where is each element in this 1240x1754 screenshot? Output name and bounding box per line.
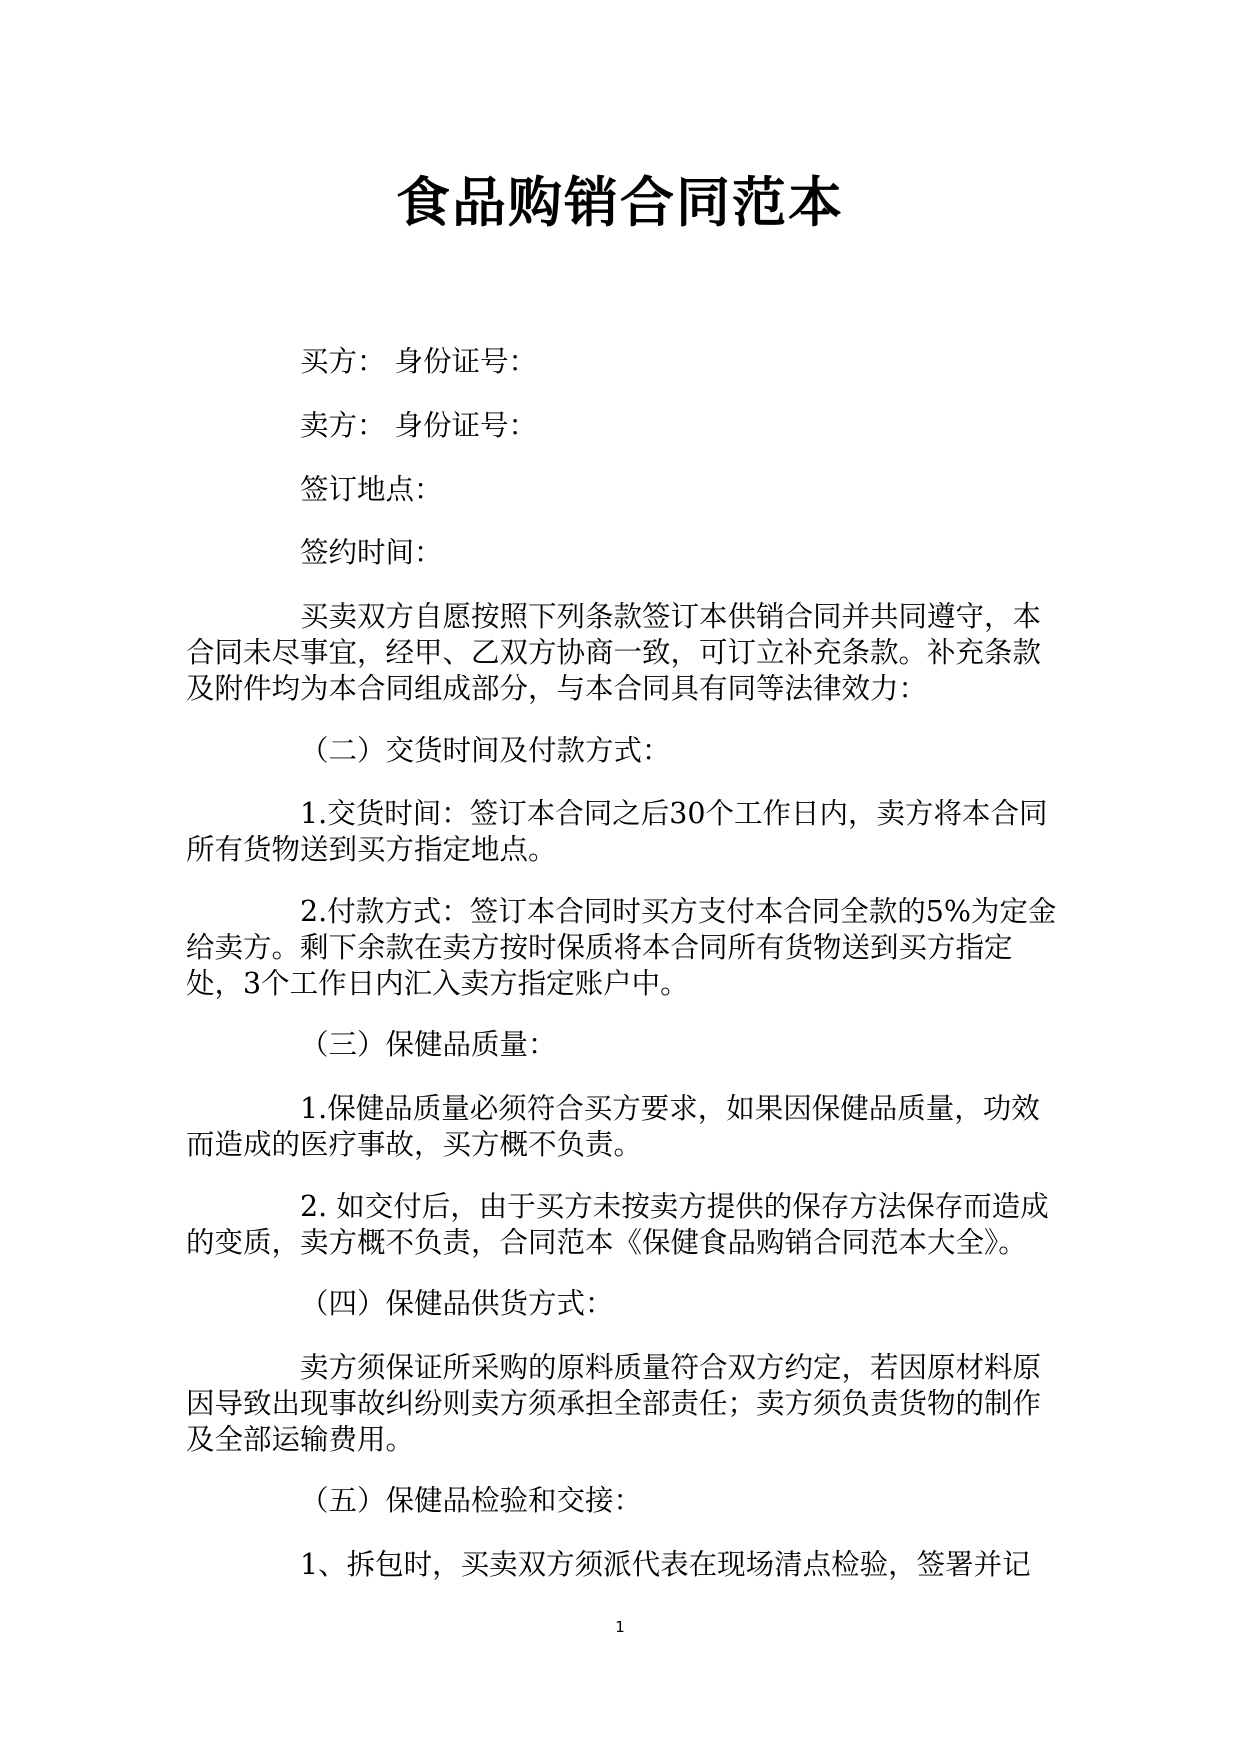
page-number: 1 [615,1618,625,1636]
section-4-heading: （四）保健品供货方式： [300,1287,614,1320]
section-3-item-2 [186,1189,1066,1261]
section-3-item-1-text: 1.保健品质量必须符合买方要求，如果因保健品质量，功效而造成的医疗事故，买方概不负责。 [186,1092,1040,1161]
seller-line: 卖方： 身份证号： [300,409,538,442]
document-title: 食品购销合同范本 [396,171,844,234]
section-2-item-2 [186,894,1066,1002]
section-2-heading: （二）交货时间及付款方式： [300,734,671,767]
buyer-line: 买方： 身份证号： [300,345,538,378]
section-2-item-1 [186,796,1066,868]
intro-text: 买卖双方自愿按照下列条款签订本供销合同并共同遵守，本合同未尽事宜，经甲、乙双方协商一致，可订立补充条款。补充条款及附件均为本合同组成部分，与本合同具有同等法律效力： [186,600,1042,705]
section-3-heading: （三）保健品质量： [300,1028,557,1061]
sign-place-line: 签订地点： [300,473,443,506]
section-5-item-1: 1、拆包时，买卖双方须派代表在现场清点检验，签署并记 [300,1548,1031,1581]
section-2-item-2-text: 2.付款方式：签订本合同时买方支付本合同全款的5%为定金给卖方。剩下余款在卖方按时保质将本合同所有货物送到买方指定处，3个工作日内汇入卖方指定账户中。 [186,895,1057,1000]
section-4-text: 卖方须保证所采购的原料质量符合双方约定，若因原材料原因导致出现事故纠纷则卖方须承担全部责任；卖方须负责货物的制作及全部运输费用。 [186,1351,1042,1456]
section-3-item-1 [186,1091,1066,1163]
sign-time-line: 签约时间： [300,536,443,569]
section-5-heading: （五）保健品检验和交接： [300,1484,643,1517]
intro-paragraph [186,599,1066,707]
section-3-item-2-text: 2. 如交付后，由于买方未按卖方提供的保存方法保存而造成的变质，卖方概不负责，合同范本《保健食品购销合同范本大全》。 [186,1190,1049,1259]
section-2-item-1-text: 1.交货时间：签订本合同之后30个工作日内，卖方将本合同所有货物送到买方指定地点。 [186,797,1048,866]
section-4-paragraph [186,1350,1066,1458]
